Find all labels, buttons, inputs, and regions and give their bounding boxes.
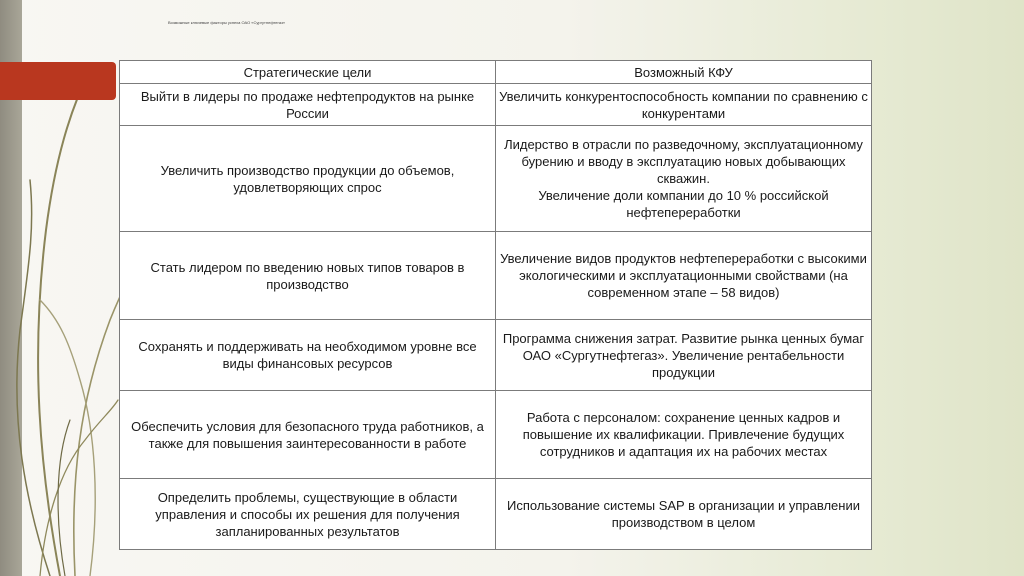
kfu-text: Программа снижения затрат. Развитие рынка ценных бумаг ОАО «Сургутнефтегаз». Увеличение рентабельности продукции [502,330,865,380]
kfu-cell [496,391,872,479]
table-row [120,232,872,320]
kfu-text: Увеличение видов продуктов нефтепереработки с высокими экологическими и эксплуатационными свойствами (на современном этапе – 58 видов) [500,251,867,300]
goal-cell: Обеспечить условия для безопасного труда работников, а также для повышения заинтересованности в работе [120,391,496,479]
kfu-text: Увеличение доли компании до 10 % российской нефтепереработки [538,188,829,220]
kfu-text: Работа с персоналом: сохранение ценных кадров и повышение их квалификации. Привлечение будущих сотрудников и адаптация их на рабочих местах [522,410,845,459]
kfu-table [119,60,872,550]
kfu-text: Использование системы SAP в организации и управлении производством в целом [507,498,860,530]
goal-cell: Стать лидером по введению новых типов товаров в производство [120,232,496,320]
header-possible-kfu: Возможный КФУ [496,61,872,84]
table-header-row [120,61,872,84]
accent-tab [0,62,116,100]
table-row [120,479,872,550]
header-strategic-goals: Стратегические цели [120,61,496,84]
goal-cell: Определить проблемы, существующие в области управления и способы их решения для получения запланированных результатов [120,479,496,550]
goal-cell: Выйти в лидеры по продаже нефтепродуктов на рынке России [120,84,496,126]
kfu-text: Увеличить конкурентоспособность компании по сравнению с конкурентами [499,88,868,121]
table-row [120,84,872,126]
kfu-text: Лидерство в отрасли по разведочному, эксплуатационному бурению и вводу в эксплуатацию новых добывающих скважин. [504,137,863,186]
kfu-cell [496,479,872,550]
kfu-cell [496,320,872,391]
goal-cell: Увеличить производство продукции до объемов, удовлетворяющих спрос [120,126,496,232]
table-row [120,126,872,232]
kfu-cell [496,126,872,232]
table-row [120,391,872,479]
table-row [120,320,872,391]
goal-cell: Сохранять и поддерживать на необходимом уровне все виды финансовых ресурсов [120,320,496,391]
kfu-cell [496,232,872,320]
kfu-cell [496,84,872,126]
slide-title: Возможные ключевые факторы успеха ОАО «Сургутнефтегаз» [168,20,286,25]
